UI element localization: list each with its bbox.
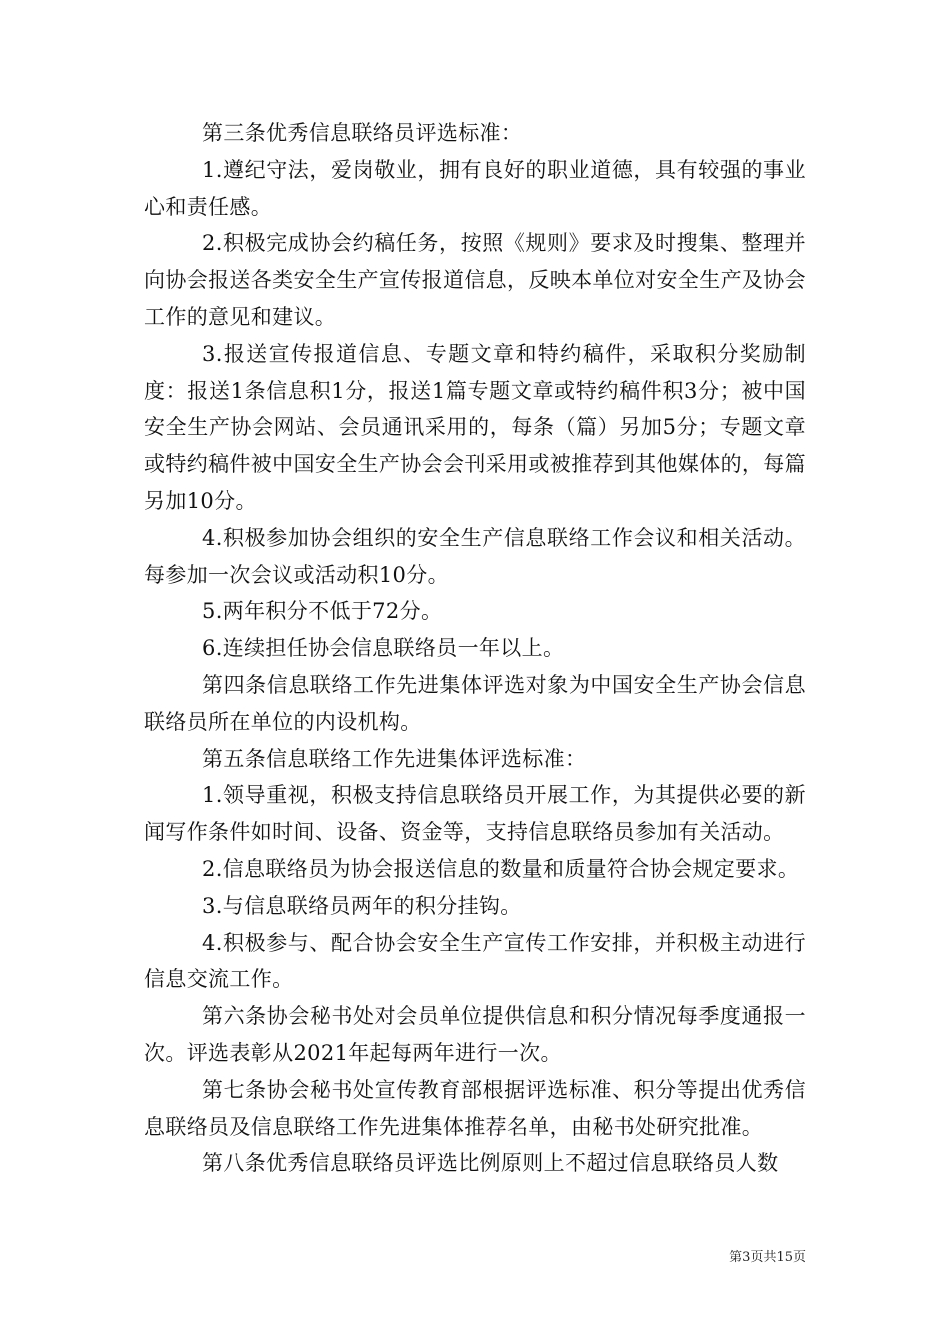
paragraph: 2.积极完成协会约稿任务，按照《规则》要求及时搜集、整理并向协会报送各类安全生产宣传报道信息，反映本单位对安全生产及协会工作的意见和建议。 — [144, 231, 806, 329]
paragraph: 4.积极参与、配合协会安全生产宣传工作安排，并积极主动进行信息交流工作。 — [144, 930, 806, 992]
document-body — [144, 115, 806, 1182]
paragraph: 3.报送宣传报道信息、专题文章和特约稿件，采取积分奖励制度：报送1条信息积1分，报送1篇专题文章或特约稿件积3分；被中国安全生产协会网站、会员通讯采用的，每条（篇）另加5分；专题文章或特约稿件被中国安全生产协会会刊采用或被推荐到其他媒体的，每篇另加10分。 — [144, 341, 806, 513]
paragraph: 5.两年积分不低于72分。 — [202, 599, 443, 624]
paragraph: 第八条优秀信息联络员评选比例原则上不超过信息联络员人数 — [202, 1151, 779, 1176]
paragraph: 6.连续担任协会信息联络员一年以上。 — [202, 636, 565, 661]
paragraph: 第四条信息联络工作先进集体评选对象为中国安全生产协会信息联络员所在单位的内设机构。 — [144, 672, 806, 734]
page-number: 第3页共15页 — [729, 1250, 806, 1265]
paragraph: 第七条协会秘书处宣传教育部根据评选标准、积分等提出优秀信息联络员及信息联络工作先进集体推荐名单，由秘书处研究批准。 — [144, 1077, 806, 1139]
paragraph: 4.积极参加协会组织的安全生产信息联络工作会议和相关活动。每参加一次会议或活动积10分。 — [144, 525, 806, 587]
paragraph: 1.领导重视，积极支持信息联络员开展工作，为其提供必要的新闻写作条件如时间、设备、资金等，支持信息联络员参加有关活动。 — [144, 783, 806, 845]
paragraph: 2.信息联络员为协会报送信息的数量和质量符合协会规定要求。 — [202, 856, 800, 881]
paragraph: 第六条协会秘书处对会员单位提供信息和积分情况每季度通报一次。评选表彰从2021年起每两年进行一次。 — [144, 1004, 806, 1065]
paragraph: 3.与信息联络员两年的积分挂钩。 — [202, 893, 522, 918]
paragraph: 1.遵纪守法，爱岗敬业，拥有良好的职业道德，具有较强的事业心和责任感。 — [144, 157, 806, 219]
paragraph: 第五条信息联络工作先进集体评选标准： — [202, 746, 587, 771]
paragraph: 第三条优秀信息联络员评选标准： — [202, 121, 523, 145]
